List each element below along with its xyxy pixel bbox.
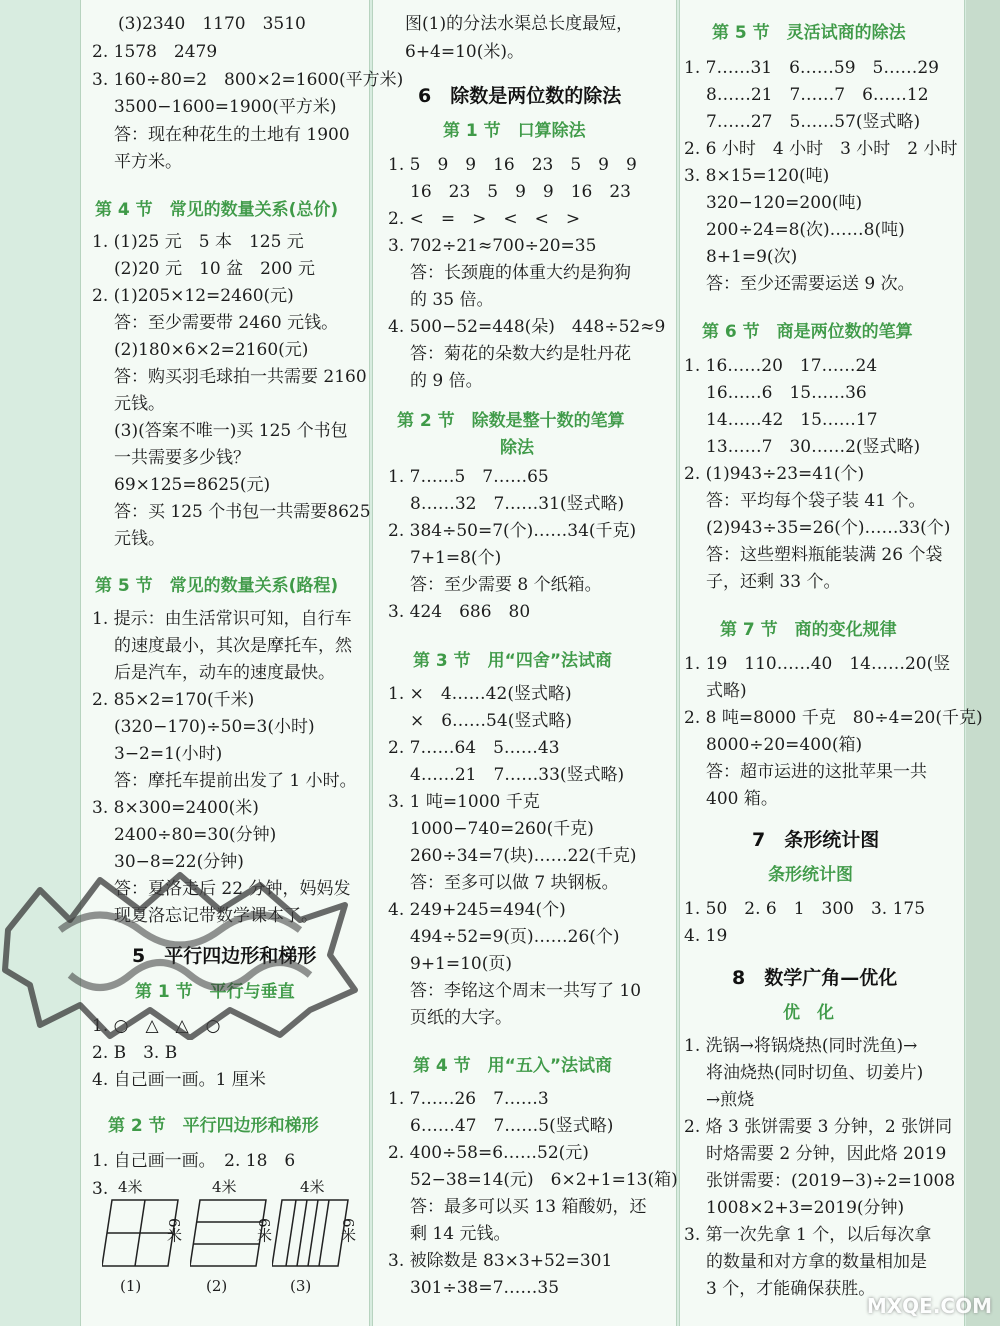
answer-line: 1. × 4……42(竖式略): [388, 684, 572, 704]
answer-line: 答：至多可以做 7 块钢板。: [410, 873, 619, 893]
answer-line: 2. 400÷58=6……52(元): [388, 1143, 589, 1163]
answer-line: 6+4=10(米)。: [405, 42, 525, 62]
answer-line: 3. 被除数是 83×3+52=301: [388, 1251, 613, 1271]
answer-line: 16……6 15……36: [706, 383, 867, 403]
answer-line: 4. 自己画一画。1 厘米: [92, 1070, 266, 1090]
answer-line: 剩 14 元钱。: [410, 1224, 511, 1244]
section-title: 优 化: [783, 1003, 834, 1023]
answer-line: 平方米。: [114, 152, 182, 172]
answer-line: 7……27 5……57(竖式略): [706, 112, 921, 132]
answer-line: 1008×2+3=2019(分钟): [706, 1198, 905, 1218]
answer-line: 3500−1600=1900(平方米): [114, 97, 337, 117]
section-title: 除法: [500, 438, 534, 458]
answer-line: 1. ○ △ △ ○: [92, 1016, 221, 1036]
answer-line: 答：买 125 个书包一共需要8625: [114, 502, 371, 522]
answer-line: 2. < = > < < >: [388, 209, 581, 229]
answer-line: 答：最多可以买 13 箱酸奶，还: [410, 1197, 647, 1217]
section-title: 第 4 节 常见的数量关系(总价): [95, 200, 339, 220]
answer-line: 9+1=10(页): [410, 954, 513, 974]
answer-line: 8+1=9(次): [706, 247, 798, 267]
figure-top-label: 4米: [300, 1178, 325, 1196]
answer-line: 2. 6 小时 4 小时 3 小时 2 小时: [684, 139, 958, 159]
answer-line: 4. 249+245=494(个): [388, 900, 566, 920]
answer-line: 1. 自己画一画。 2. 18 6: [92, 1151, 296, 1171]
page-edge: [966, 0, 1000, 1326]
answer-line: 2. (1)943÷23=41(个): [684, 464, 865, 484]
section-title: 条形统计图: [768, 865, 853, 885]
answer-line: 1. 洗锅→将锅烧热(同时洗鱼)→: [684, 1036, 918, 1056]
answer-line: 1. 16……20 17……24: [684, 356, 878, 376]
answer-line: 2. 8 吨=8000 千克 80÷4=20(千克): [684, 708, 983, 728]
answer-line: 答：购买羽毛球拍一共需要 2160: [114, 367, 367, 387]
answer-line: 4. 500−52=448(朵) 448÷52≈9: [388, 317, 666, 337]
section-title: 第 1 节 口算除法: [443, 121, 586, 141]
answer-line: 320−120=200(吨): [706, 193, 863, 213]
figure-side-label: 6米: [165, 1218, 183, 1243]
answer-line: 2. 7……64 5……43: [388, 738, 560, 758]
answer-line: →煎烧: [706, 1090, 755, 1110]
answer-line: 现夏洛忘记带数学课本了。: [114, 906, 318, 926]
answer-line: 的数量和对方拿的数量相加是: [706, 1252, 927, 1272]
answer-line: (3)2340 1170 3510: [118, 14, 306, 34]
answer-line: 8……32 7……31(竖式略): [410, 494, 625, 514]
answer-line: 3.: [92, 1179, 109, 1199]
chapter-title: 5 平行四边形和梯形: [132, 945, 317, 967]
answer-line: 301÷38=7……35: [410, 1278, 560, 1298]
answer-line: 答：李铭这个周末一共写了 10: [410, 981, 642, 1001]
answer-line: 6……47 7……5(竖式略): [410, 1116, 614, 1136]
section-title: 第 7 节 商的变化规律: [720, 620, 897, 640]
section-title: 第 4 节 用“五入”法试商: [413, 1056, 613, 1076]
answer-line: 页纸的大字。: [410, 1008, 512, 1028]
answer-line: 494÷52=9(页)……26(个): [410, 927, 620, 947]
answer-line: 子，还剩 33 个。: [706, 572, 841, 592]
answer-line: 答：至少还需要运送 9 次。: [706, 274, 915, 294]
answer-line: 3. 424 686 80: [388, 602, 531, 622]
answer-line: 答：现在种花生的土地有 1900: [114, 125, 350, 145]
answer-line: 图(1)的分法水渠总长度最短，: [405, 14, 634, 34]
answer-line: 4. 19: [684, 926, 728, 946]
answer-line: 8……21 7……7 6……12: [706, 85, 929, 105]
answer-line: 答：超市运进的这批苹果一共: [706, 762, 927, 782]
answer-line: (2)20 元 10 盆 200 元: [114, 259, 316, 279]
answer-line: (2)943÷35=26(个)……33(个): [706, 518, 951, 538]
answer-line: 式略): [706, 681, 747, 701]
answer-line: 3. 160÷80=2 800×2=1600(平方米): [92, 70, 404, 90]
answer-line: 69×125=8625(元): [114, 475, 271, 495]
answer-line: 3. 第一次先拿 1 个，以后每次拿: [684, 1225, 932, 1245]
answer-line: 2. B 3. B: [92, 1043, 178, 1063]
answer-line: 答：菊花的朵数大约是牡丹花: [410, 344, 631, 364]
watermark: MXQE.COM: [866, 1294, 992, 1318]
answer-line: 13……7 30……2(竖式略): [706, 437, 921, 457]
answer-line: 1. 19 110……40 14……20(竖: [684, 654, 951, 674]
answer-line: 答：至少需要带 2460 元钱。: [114, 313, 339, 333]
section-title: 第 1 节 平行与垂直: [135, 982, 295, 1002]
section-title: 第 2 节 除数是整十数的笔算: [397, 411, 625, 431]
answer-line: 1000−740=260(千克): [410, 819, 594, 839]
answer-line: 一共需要多少钱？: [114, 448, 250, 468]
answer-line: 2400÷80=30(分钟): [114, 825, 277, 845]
answer-line: 400 箱。: [706, 789, 778, 809]
stamp-overlay: [0, 860, 360, 1040]
answer-line: 14……42 15……17: [706, 410, 878, 430]
section-title: 第 5 节 常见的数量关系(路程): [95, 576, 339, 596]
answer-line: 3. 8×15=120(吨): [684, 166, 830, 186]
answer-line: 8000÷20=400(箱): [706, 735, 863, 755]
chapter-title: 7 条形统计图: [752, 829, 880, 851]
answer-line: 答：这些塑料瓶能装满 26 个袋: [706, 545, 943, 565]
answer-line: (320−170)÷50=3(小时): [114, 717, 315, 737]
answer-line: × 6……54(竖式略): [410, 711, 572, 731]
figure-side-label: 6米: [255, 1218, 273, 1243]
answer-line: 答：夏洛走后 22 分钟，妈妈发: [114, 879, 351, 899]
answer-line: 答：至少需要 8 个纸箱。: [410, 575, 602, 595]
answer-line: 答：平均每个袋子装 41 个。: [706, 491, 926, 511]
answer-line: 200÷24=8(次)……8(吨): [706, 220, 905, 240]
answer-line: 3 个，才能确保获胜。: [706, 1279, 876, 1299]
figure-side-label: 6米: [339, 1218, 357, 1243]
section-title: 第 2 节 平行四边形和梯形: [108, 1116, 319, 1136]
answer-line: 30−8=22(分钟): [114, 852, 244, 872]
answer-line: 答：摩托车提前出发了 1 小时。: [114, 771, 357, 791]
answer-line: 答：长颈鹿的体重大约是狗狗: [410, 263, 631, 283]
section-title: 第 6 节 商是两位数的笔算: [702, 322, 913, 342]
answer-line: 后是汽车，动车的速度最快。: [114, 663, 335, 683]
chapter-title: 8 数学广角—优化: [732, 967, 898, 989]
answer-line: 1. (1)25 元 5 本 125 元: [92, 232, 304, 252]
figure-number: (2): [206, 1277, 228, 1295]
answer-line: 3. 702÷21≈700÷20=35: [388, 236, 597, 256]
answer-line: 时烙需要 2 分钟，因此烙 2019: [706, 1144, 947, 1164]
answer-line: 张饼需要：(2019−3)÷2=1008: [706, 1171, 956, 1191]
answer-line: 7+1=8(个): [410, 548, 502, 568]
figure-number: (1): [120, 1277, 142, 1295]
answer-line: 52−38=14(元) 6×2+1=13(箱): [410, 1170, 678, 1190]
section-title: 第 5 节 灵活试商的除法: [712, 23, 906, 43]
answer-line: 2. 85×2=170(千米): [92, 690, 255, 710]
answer-line: 的 35 倍。: [410, 290, 494, 310]
figure-top-label: 4米: [118, 1178, 143, 1196]
answer-line: 1. 7……31 6……59 5……29: [684, 58, 939, 78]
answer-line: 2. 烙 3 张饼需要 3 分钟，2 张饼同: [684, 1117, 953, 1137]
answer-line: 元钱。: [114, 529, 165, 549]
section-title: 第 3 节 用“四舍”法试商: [413, 651, 613, 671]
answer-line: 1. 5 9 9 16 23 5 9 9: [388, 155, 637, 175]
answer-line: 3. 1 吨=1000 千克: [388, 792, 540, 812]
answer-line: 3−2=1(小时): [114, 744, 223, 764]
answer-line: (3)(答案不唯一)买 125 个书包: [114, 421, 348, 441]
answer-line: 1. 50 2. 6 1 300 3. 175: [684, 899, 926, 919]
answer-line: 的速度最小，其次是摩托车，然: [114, 636, 352, 656]
answer-line: 1. 7……5 7……65: [388, 467, 549, 487]
answer-line: 4……21 7……33(竖式略): [410, 765, 625, 785]
answer-line: (2)180×6×2=2160(元): [114, 340, 309, 360]
figure-top-label: 4米: [212, 1178, 237, 1196]
answer-line: 1. 7……26 7……3: [388, 1089, 549, 1109]
answer-line: 260÷34=7(块)……22(千克): [410, 846, 637, 866]
figure-number: (3): [290, 1277, 312, 1295]
answer-line: 2. (1)205×12=2460(元): [92, 286, 294, 306]
answer-line: 16 23 5 9 9 16 23: [410, 182, 631, 202]
answer-line: 3. 8×300=2400(米): [92, 798, 259, 818]
chapter-title: 6 除数是两位数的除法: [418, 85, 622, 107]
answer-line: 1. 提示：由生活常识可知，自行车: [92, 609, 352, 629]
answer-line: 元钱。: [114, 394, 165, 414]
answer-line: 将油烧热(同时切鱼、切姜片): [706, 1063, 924, 1083]
answer-line: 的 9 倍。: [410, 371, 483, 391]
answer-line: 2. 384÷50=7(个)……34(千克): [388, 521, 637, 541]
answer-line: 2. 1578 2479: [92, 42, 218, 62]
